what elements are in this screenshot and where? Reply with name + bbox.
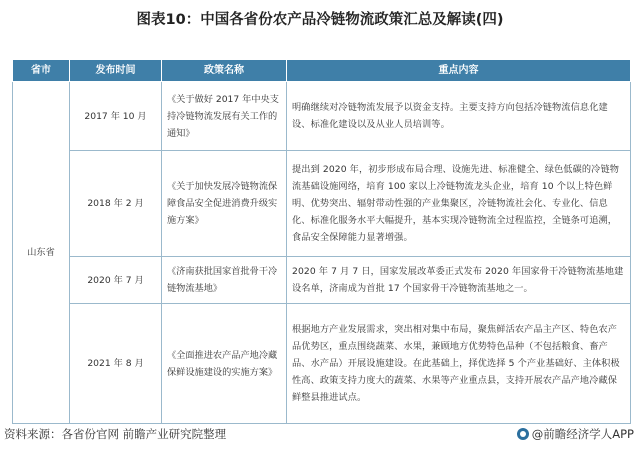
header-province: 省市	[13, 60, 70, 82]
content-cell: 2020 年 7 月 7 日，国家发展改革委正式发布 2020 年国家骨干冷链物流基地建设名单，济南成为首批 17 个国家骨干冷链物流基地之一。	[287, 257, 631, 304]
brand-text: @前瞻经济学人APP	[531, 427, 634, 441]
time-cell: 2020 年 7 月	[70, 257, 162, 304]
policy-name-cell: 《关于做好 2017 年中央支持冷链物流发展有关工作的通知》	[162, 82, 287, 151]
brand-credit	[517, 426, 634, 442]
header-policy-name: 政策名称	[162, 60, 287, 82]
policy-name-cell: 《济南获批国家首批骨干冷链物流基地》	[162, 257, 287, 304]
brand-logo-icon	[517, 428, 529, 440]
policy-table	[12, 59, 631, 424]
content-cell: 明确继续对冷链物流发展予以资金支持。主要支持方向包括冷链物流信息化建设、标准化建设以及从业人员培训等。	[287, 82, 631, 151]
time-cell: 2021 年 8 月	[70, 304, 162, 424]
table-row	[13, 304, 631, 424]
table-row	[13, 257, 631, 304]
content-cell: 根据地方产业发展需求，突出相对集中布局，聚焦鲜活农产品主产区、特色农产品优势区，重点围绕蔬菜、水果，兼顾地方优势特色品种（不包括粮食、畜产品、水产品）开展设施建设。在此基础上，择优选择 5 个产业基础好、主体积极性高、政策支持力度大的蔬菜、水果等产业重点县，支持开展农产品产地冷藏保鲜整县推进试点。	[287, 304, 631, 424]
source-note: 资料来源：各省份官网 前瞻产业研究院整理	[4, 427, 227, 441]
time-cell: 2018 年 2 月	[70, 151, 162, 257]
policy-name-cell: 《全面推进农产品产地冷藏保鲜设施建设的实施方案》	[162, 304, 287, 424]
chart-title: 图表10：中国各省份农产品冷链物流政策汇总及解读(四)	[136, 12, 504, 28]
time-cell: 2017 年 10 月	[70, 82, 162, 151]
header-content: 重点内容	[287, 60, 631, 82]
content-cell: 提出到 2020 年，初步形成布局合理、设施先进、标准健全、绿色低碳的冷链物流基础设施网络，培育 100 家以上冷链物流龙头企业，培育 10 个以上特色鲜明、优势突出、辐射带动性强的产业集聚区，冷链物流社会化、专业化、信息化、标准化服务水平大幅提升，基本实现冷链物流全过程监控，全链条可追溯，食品安全保障能力显著增强。	[287, 151, 631, 257]
table-header-row	[13, 60, 631, 82]
policy-name-cell: 《关于加快发展冷链物流保障食品安全促进消费升级实施方案》	[162, 151, 287, 257]
table-row	[13, 151, 631, 257]
header-time: 发布时间	[70, 60, 162, 82]
table-row	[13, 82, 631, 151]
province-cell: 山东省	[13, 82, 70, 424]
